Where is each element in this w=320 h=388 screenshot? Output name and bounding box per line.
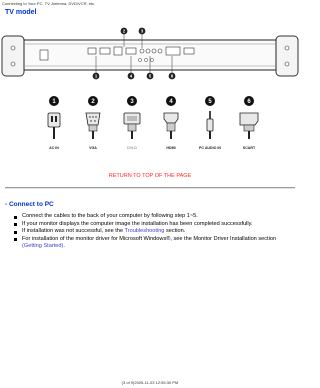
list-item [14,221,294,229]
bullet-icon [14,216,17,219]
getting-started-link[interactable]: (Getting Started) [22,243,64,250]
panel-callout-1 [93,73,100,80]
connector-diagram [44,95,260,153]
connector-2-vga [86,96,100,150]
step-text: If your monitor displays the computer image the installation has been completed successfully. [22,220,253,227]
svg-text:3: 3 [140,28,144,34]
svg-text:2: 2 [122,28,126,34]
list-item [14,236,294,251]
svg-text:5: 5 [148,73,152,79]
svg-text:AC IN: AC IN [49,146,59,150]
panel-callout-4 [128,73,135,80]
step-text: For installation of the monitor driver for Microsoft Windows®, see the Monitor Driver Installation section [22,235,277,242]
tv-back-panel-diagram [0,20,300,85]
svg-text:1: 1 [94,73,98,79]
connector-3-dvi [124,96,140,150]
svg-text:3: 3 [130,99,134,105]
bullet-icon [14,223,17,226]
step-text: If installation was not successful, see the [22,228,125,235]
step-text: Connect the cables to the back of your computer by following step 1~5. [22,213,198,219]
page-header: Connecting to Your PC, TV, Antenna, DVD/VCR, etc. [2,1,96,6]
svg-text:DVI-D: DVI-D [127,146,137,150]
connect-steps-list [14,213,294,251]
connector-4-hdmi [164,96,178,150]
svg-text:6: 6 [170,73,174,79]
step-text: . [63,243,65,250]
panel-callout-2 [121,28,128,35]
tv-model-title: TV model [5,9,37,16]
svg-text:HDMI: HDMI [166,146,176,150]
connector-5-pc-audio-in [199,96,221,150]
svg-text:4: 4 [169,99,173,105]
svg-text:PC AUDIO IN: PC AUDIO IN [198,146,222,150]
list-item [14,213,294,221]
panel-callout-5 [147,73,154,80]
bullet-icon [14,231,17,234]
connect-to-pc-heading: - Connect to PC [5,201,54,208]
panel-callout-6 [169,73,176,80]
svg-text:SCART: SCART [242,146,256,150]
svg-text:5: 5 [208,99,212,105]
connector-6-scart [240,96,258,150]
bullet-icon [14,238,17,241]
troubleshooting-link[interactable]: Troubleshooting [124,228,165,235]
svg-text:2: 2 [91,99,95,105]
connector-1-ac-in [48,96,60,150]
svg-text:4: 4 [129,73,133,79]
panel-callout-3 [139,28,146,35]
svg-text:6: 6 [247,99,251,105]
svg-text:VGA: VGA [89,146,97,150]
step-text: section. [164,228,186,235]
page-footer: (3 of 9)2005-11-03 12:55:30 PM [121,380,179,385]
svg-text:1: 1 [52,99,56,105]
section-divider [5,187,295,189]
return-to-top-link[interactable]: RETURN TO TOP OF THE PAGE [108,173,192,179]
list-item [14,228,294,236]
